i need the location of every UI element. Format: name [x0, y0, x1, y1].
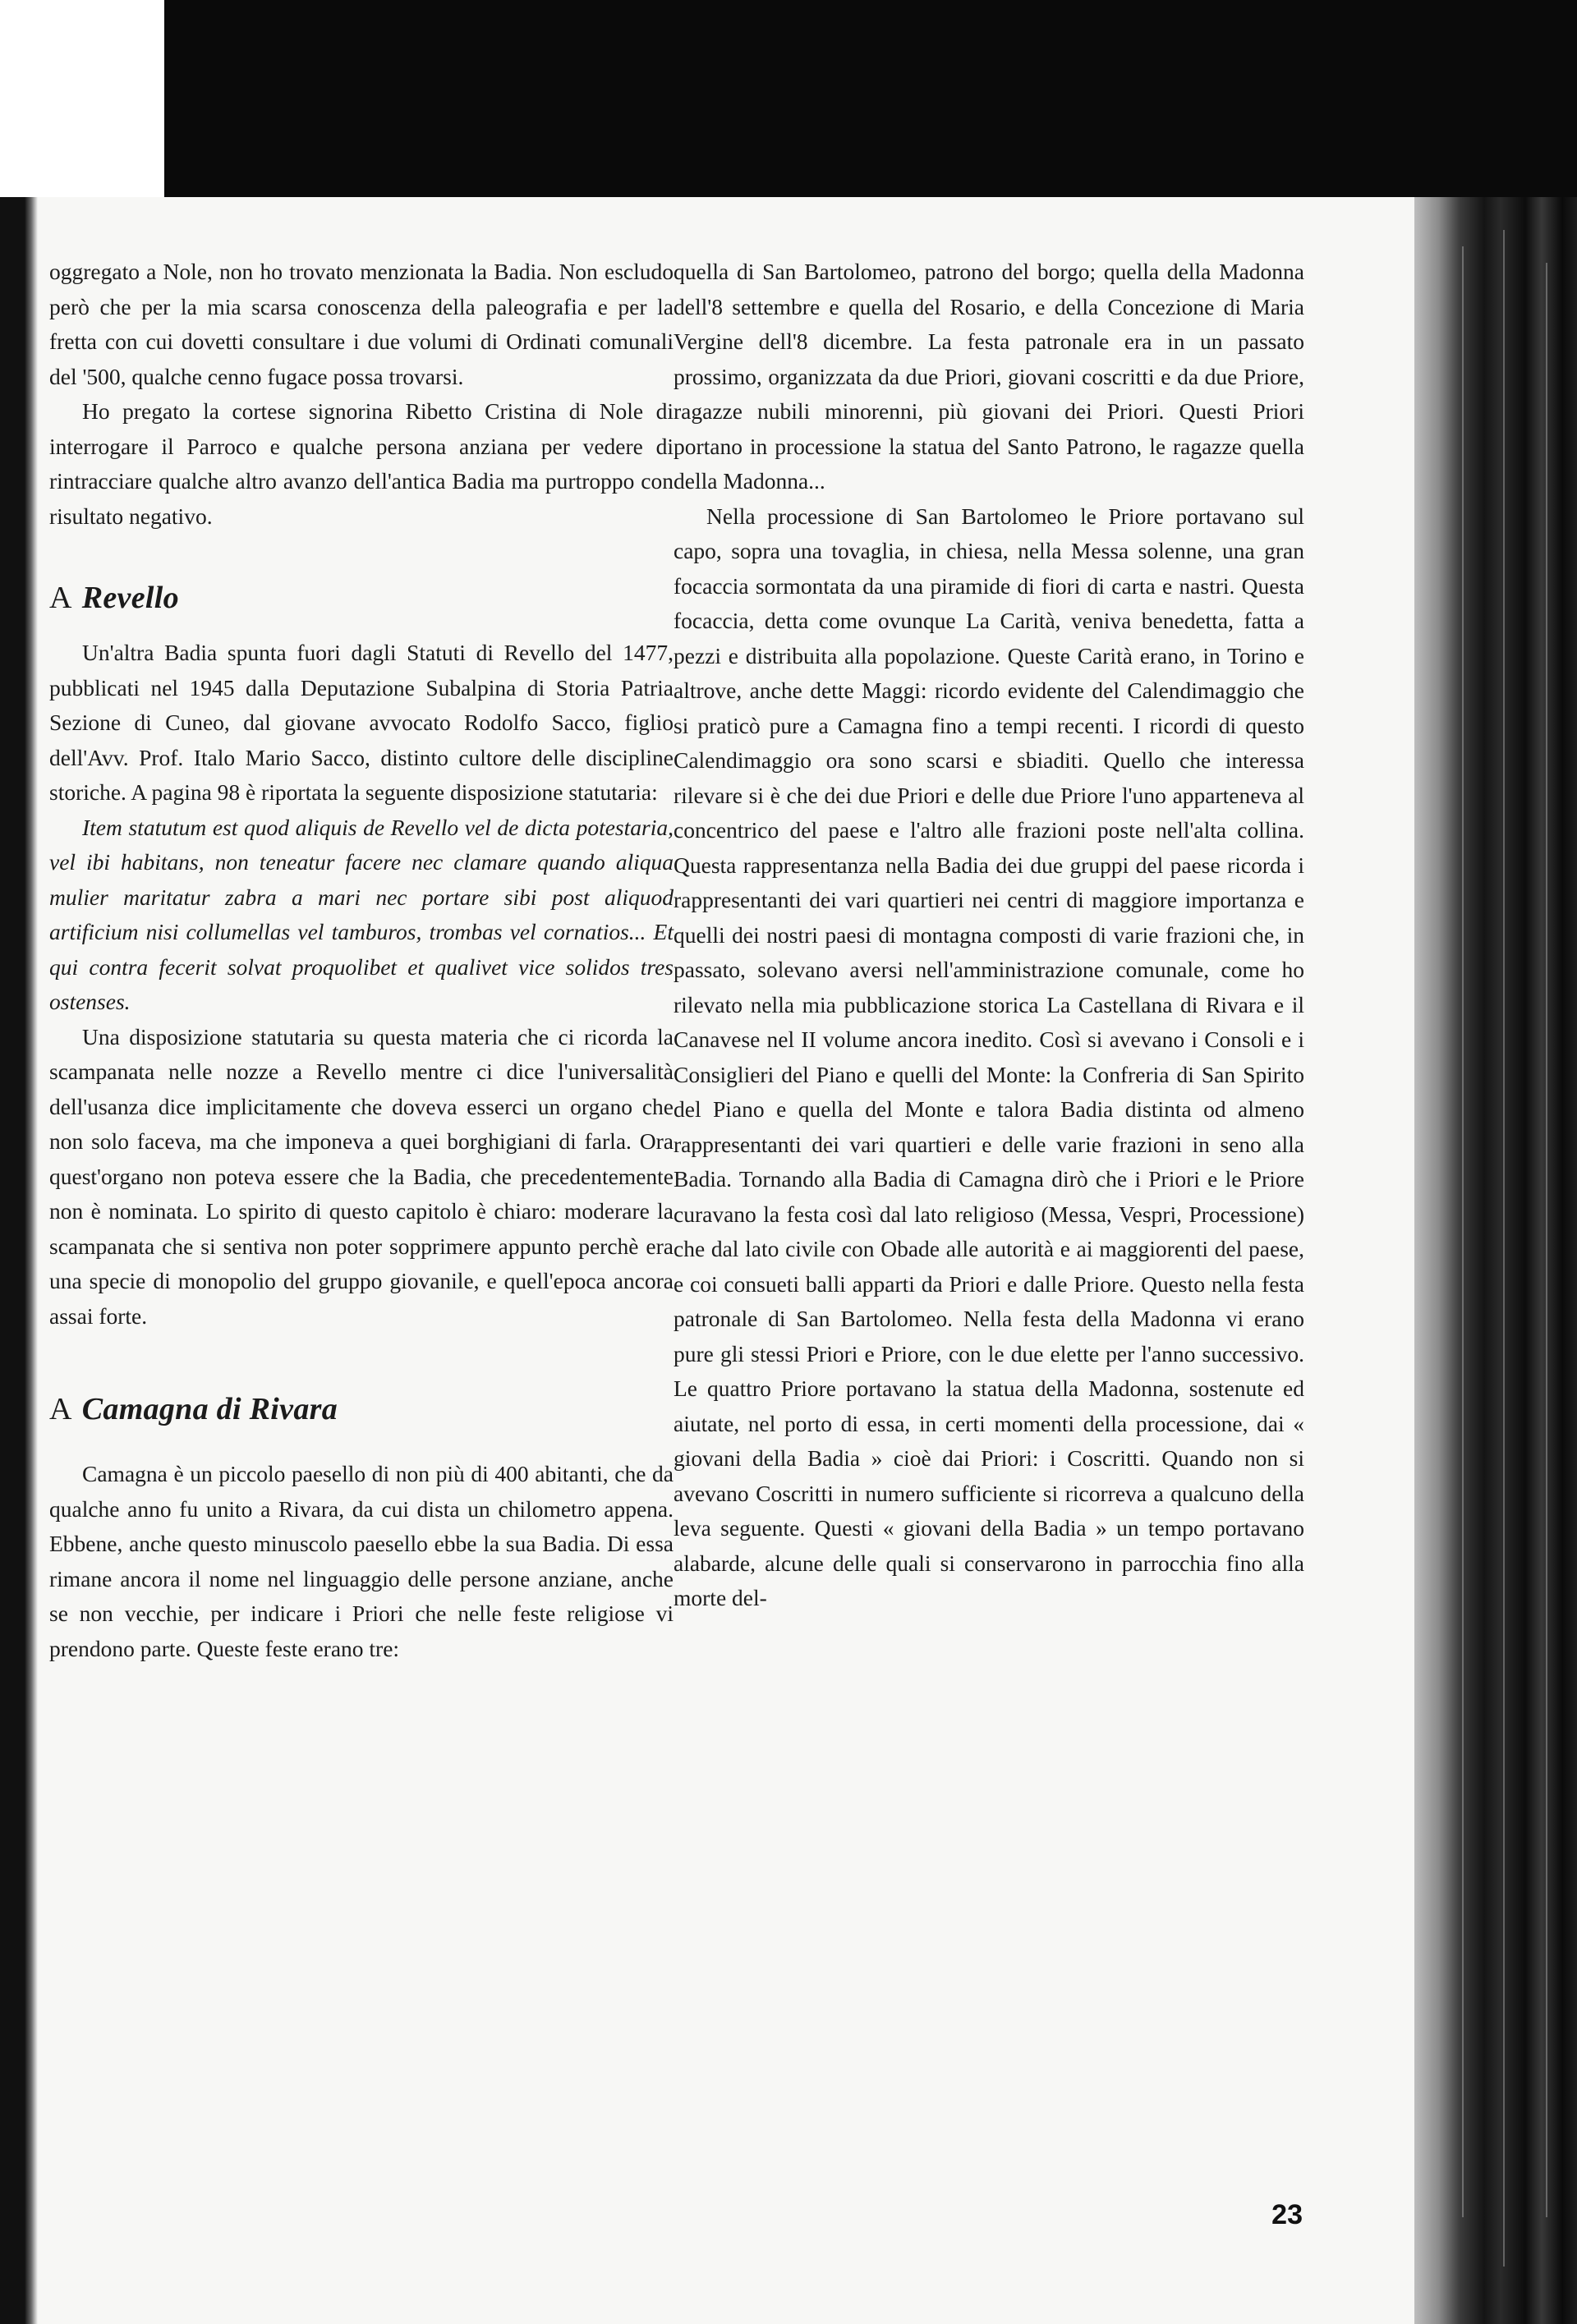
- paragraph: Nella processione di San Bartolomeo le Priore portavano sul capo, sopra una tovaglia, in chiesa, nella Messa solenne, una gran focaccia sormontata da una piramide di fiori di carta e nastri. Questa focaccia, detta come ovunque La Carità, veniva benedetta, fatta a pezzi e distribuita alla popolazione. Queste Carità erano, in Torino e altrove, anche dette Maggi: ricordo evidente del Calendimaggio che si praticò pure a Camagna fino a tempi recenti. I ricordi di questo Calendimaggio ora sono scarsi e sbiaditi. Quello che interessa rilevare si è che dei due Priori e delle due Priore l'uno apparteneva al concentrico del paese e l'altro alle frazioni poste nell'alta collina. Questa rappresentanza nella Badia dei due gruppi del paese ricorda i rappresentanti dei vari quartieri nei centri di maggiore importanza e quelli dei nostri paesi di montagna composti di varie frazioni che, in passato, solevano aversi nell'amministrazione comunale, come ho rilevato nella mia pubblicazione storica La Castellana di Rivara e il Canavese nel II volume ancora inedito. Così si avevano i Consoli e i Consiglieri del Piano e quelli del Monte: la Confreria di San Spirito del Piano e quella del Monte e talora Badia distinta od almeno rappresentanti dei vari quartieri e delle varie frazioni in seno alla Badia. Tornando alla Badia di Camagna dirò che i Priori e le Priore curavano la festa così dal lato religioso (Messa, Vespri, Processione) che dal lato civile con Obade alle autorità e ai maggiorenti del paese, e coi consueti balli apparti da Priori e dalle Priore. Questo nella festa patronale di San Bartolomeo. Nella festa della Madonna vi erano pure gli stessi Priori e Priore, con le due elette per l'anno successivo. Le quattro Priore portavano la statua della Madonna, sostenute ed aiutate, nel porto di essa, in certi momenti della processione, dai « giovani della Badia » cioè dai Priori: i Coscritti. Quando non si avevano Coscritti in numero sufficiente si ricorreva a qualcuno della leva seguente. Questi « giovani della Badia » un tempo portavano alabarde, alcune delle quali si conservarono in parrocchia fino alla morte del-: [674, 503, 1304, 1610]
- section-heading-camagna: A Camagna di Rivara: [49, 1392, 338, 1426]
- section-heading-revello: A Revello: [49, 581, 179, 615]
- statute-quote: Item statutum est quod aliquis de Revello vel de dicta potestaria, vel ibi habitans, non teneatur facere nec clamare quando aliqua mulier maritatur zabra a mari nec portare sibi post aliquod artificium nisi collumellas vel tamburos, trombas vel cornatios... Et qui contra fecerit solvat proquolibet et qualivet vice solidos tres ostenses.: [49, 814, 674, 1014]
- paragraph: Un'altra Badia spunta fuori dagli Statuti di Revello del 1477, pubblicati nel 1945 dalla Deputazione Subalpina di Storia Patria Sezione di Cuneo, dal giovane avvocato Rodolfo Sacco, figlio dell'Avv. Prof. Italo Mario Sacco, distinto cultore delle discipline storiche. A pagina 98 è riportata la seguente disposizione statutaria:: [49, 640, 674, 805]
- paragraph: Ho pregato la cortese signorina Ribetto Cristina di Nole di interrogare il Parroco e qualche persona anziana per vedere di rintracciare qualche altro avanzo dell'antica Badia ma purtroppo con risultato negativo.: [49, 398, 674, 529]
- book-binding: [1414, 197, 1577, 2324]
- scan-top-border: [0, 0, 1577, 197]
- scan-corner: [0, 0, 164, 197]
- paragraph: Camagna è un piccolo paesello di non più di 400 abitanti, che da qualche anno fu unito a Rivara, da cui dista un chilometro appena. Ebbene, anche questo minuscolo paesello ebbe la sua Badia. Di essa rimane ancora il nome nel linguaggio delle persone anziane, anche se non vecchie, per indicare i Priori che nelle feste religiose vi prendono parte. Queste feste erano tre:: [49, 1461, 674, 1661]
- page-number: 23: [1271, 2199, 1303, 2230]
- paragraph: Una disposizione statutaria su questa materia che ci ricorda la scampanata nelle nozze a Revello mentre ci dice l'universalità dell'usanza dice implicitamente che doveva esserci un organo che non solo faceva, ma che imponeva a quei borghigiani di farla. Ora quest'organo non poteva essere che la Badia, che precedentemente non è nominata. Lo spirito di questo capitolo è chiaro: moderare la scampanata che si sentiva non poter sopprimere appunto perchè era una specie di monopolio del gruppo giovanile, e quell'epoca ancora assai forte.: [49, 1023, 674, 1329]
- paragraph: oggregato a Nole, non ho trovato menzionata la Badia. Non escludo però che per la mia scarsa conoscenza della paleografia e per la fretta con cui dovetti consultare i due volumi di Ordinati comunali del '500, qualche cenno fugace possa trovarsi.: [49, 259, 674, 389]
- paragraph: quella di San Bartolomeo, patrono del borgo; quella della Madonna dell'8 settembre e quella del Rosario, e della Concezione di Maria Vergine dell'8 dicembre. La festa patronale era in un passato prossimo, organizzata da due Priori, giovani coscritti e da due Priore, ragazze nubili minorenni, più giovani dei Priori. Questi Priori portano in processione la statua del Santo Patrono, le ragazze quella della Madonna...: [674, 259, 1304, 494]
- left-column: [49, 255, 674, 1666]
- right-column: [674, 255, 1304, 1616]
- page-left-edge: [0, 197, 38, 2324]
